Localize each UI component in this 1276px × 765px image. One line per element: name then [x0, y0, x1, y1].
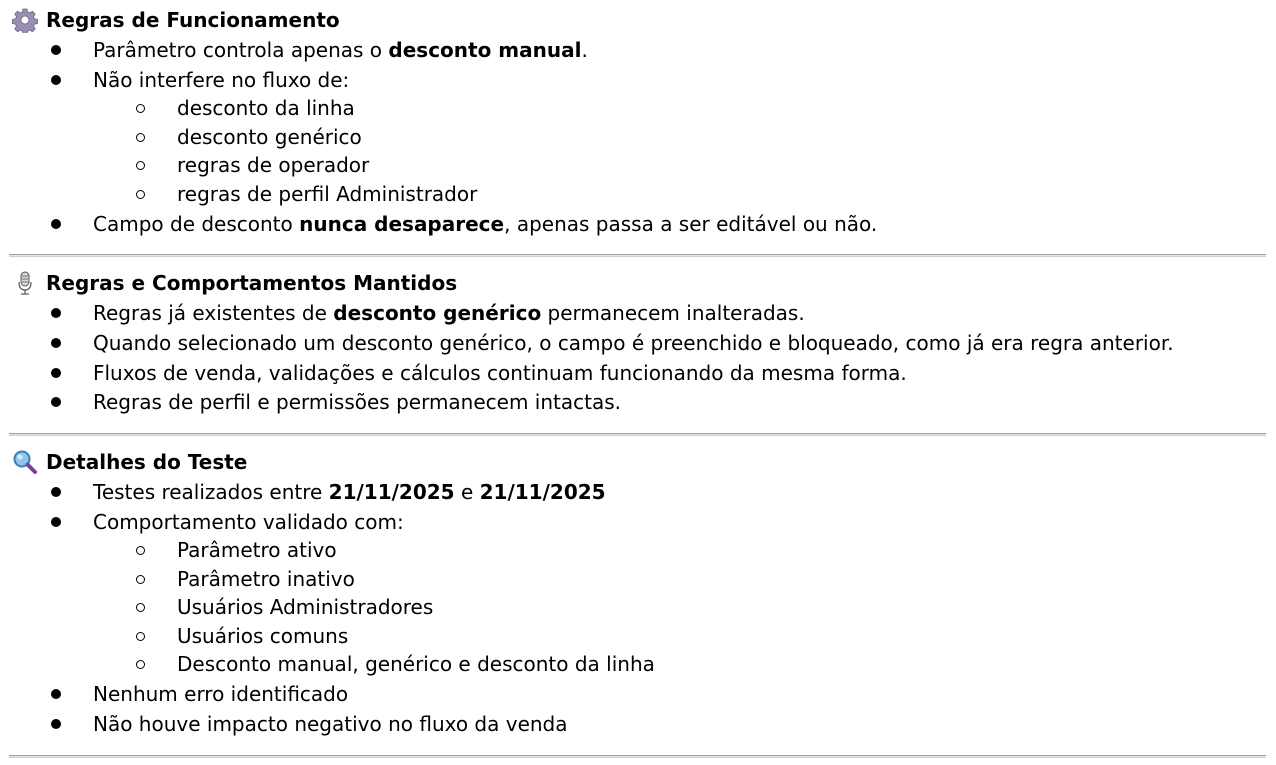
horizontal-divider — [9, 755, 1266, 758]
sub-list-item: Parâmetro inativo — [177, 567, 355, 591]
sub-list-item: Parâmetro ativo — [177, 538, 337, 562]
sub-list-item: Usuários comuns — [177, 624, 349, 648]
sub-list-item: Desconto manual, genérico e desconto da linha — [177, 652, 655, 676]
bullet-marker — [51, 219, 61, 229]
sub-list-item: Usuários Administradores — [177, 595, 434, 619]
bullet-marker — [51, 689, 61, 699]
bullet-marker — [51, 487, 61, 497]
sub-bullet-marker — [136, 104, 145, 113]
section-title-regras-comportamentos: Regras e Comportamentos Mantidos — [46, 271, 458, 295]
bullet-marker — [51, 45, 61, 55]
sub-bullet-marker — [136, 632, 145, 641]
sub-list-item: regras de perfil Administrador — [177, 182, 478, 206]
horizontal-divider — [9, 254, 1266, 257]
list-item: Campo de desconto nunca desaparece, apenas passa a ser editável ou não. — [93, 212, 878, 236]
list-item: Regras já existentes de desconto genérico permanecem inalteradas. — [93, 301, 805, 325]
bullet-marker — [51, 719, 61, 729]
sub-bullet-marker — [136, 660, 145, 669]
magnifier-icon — [12, 449, 38, 475]
bullet-marker — [51, 397, 61, 407]
section-title-detalhes-teste: Detalhes do Teste — [46, 450, 248, 474]
sub-bullet-marker — [136, 190, 145, 199]
sub-bullet-marker — [136, 161, 145, 170]
bullet-marker — [51, 308, 61, 318]
list-item: Parâmetro controla apenas o desconto manual. — [93, 38, 588, 62]
sub-list-item: regras de operador — [177, 153, 370, 177]
list-item: Não houve impacto negativo no fluxo da venda — [93, 712, 568, 736]
section-title-regras-funcionamento: Regras de Funcionamento — [46, 8, 340, 32]
bullet-marker — [51, 75, 61, 85]
horizontal-divider — [9, 433, 1266, 436]
sub-bullet-marker — [136, 546, 145, 555]
list-item: Regras de perfil e permissões permanecem intactas. — [93, 390, 622, 414]
sub-bullet-marker — [136, 133, 145, 142]
list-item: Nenhum erro identificado — [93, 682, 349, 706]
sub-bullet-marker — [136, 575, 145, 584]
bullet-marker — [51, 338, 61, 348]
list-item: Não interfere no fluxo de: — [93, 68, 350, 92]
bullet-marker — [51, 368, 61, 378]
list-item: Quando selecionado um desconto genérico, o campo é preenchido e bloqueado, como já era regra anterior. — [93, 331, 1174, 355]
sub-list-item: desconto genérico — [177, 125, 362, 149]
microphone-icon — [12, 270, 38, 296]
list-item: Testes realizados entre 21/11/2025 e 21/11/2025 — [93, 480, 606, 504]
gear-icon — [12, 7, 38, 33]
bullet-marker — [51, 517, 61, 527]
list-item: Comportamento validado com: — [93, 510, 404, 534]
list-item: Fluxos de venda, validações e cálculos continuam funcionando da mesma forma. — [93, 361, 907, 385]
sub-list-item: desconto da linha — [177, 96, 355, 120]
sub-bullet-marker — [136, 603, 145, 612]
